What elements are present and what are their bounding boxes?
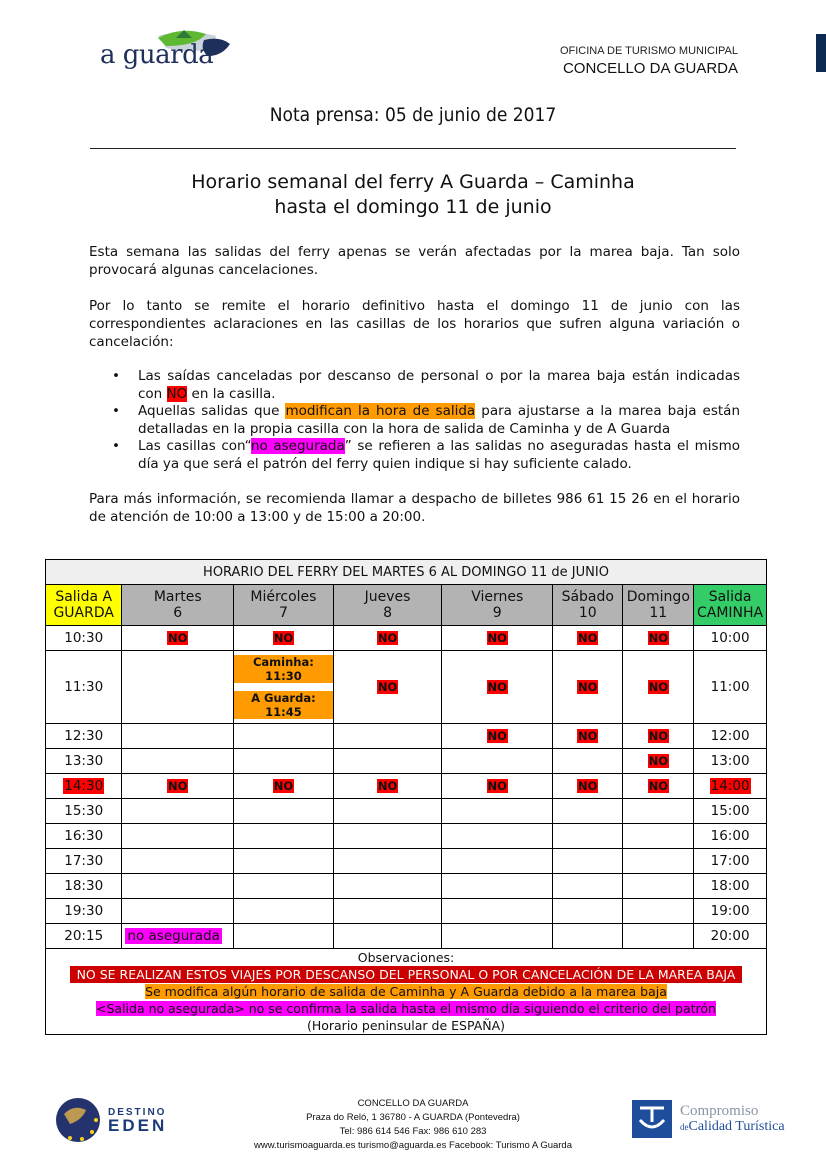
quality-line-1: Compromiso	[680, 1103, 759, 1119]
time-value: 11:00	[710, 679, 750, 695]
schedule-cell	[442, 924, 553, 949]
caminha-time	[694, 874, 767, 899]
schedule-cell	[553, 799, 623, 824]
schedule-cell	[333, 799, 442, 824]
eden-line-2: EDEN	[108, 1116, 168, 1135]
table-row	[46, 626, 767, 651]
observation-title	[46, 949, 766, 966]
bullet-text: en la casilla.	[187, 385, 276, 402]
observation-text: Se modifica algún horario de salida de Caminha y A Guarda debido a la marea baja	[145, 984, 667, 999]
schedule-cell	[623, 799, 694, 824]
table-row	[46, 724, 767, 749]
caminha-time	[694, 924, 767, 949]
schedule-cell	[234, 626, 334, 651]
modified-time-badge: Caminha: 11:30	[234, 655, 333, 683]
header-sub: 6	[173, 605, 183, 621]
table-row	[46, 749, 767, 774]
header-sub: 9	[492, 605, 502, 621]
guarda-time	[46, 924, 122, 949]
schedule-cell	[234, 799, 334, 824]
header-day	[623, 585, 694, 626]
table-row	[46, 774, 767, 799]
schedule-cell	[442, 626, 553, 651]
time-value: 18:30	[64, 878, 104, 894]
observation-text: (Horario peninsular de ESPAÑA)	[306, 1018, 506, 1033]
bullet-modified	[110, 403, 740, 438]
guarda-time	[46, 874, 122, 899]
time-value: 20:15	[64, 928, 104, 944]
header-sub: 10	[578, 605, 597, 621]
page-edge-bar	[816, 34, 826, 72]
bullet-cancelled	[110, 368, 740, 403]
schedule-cell	[553, 849, 623, 874]
table-row	[46, 874, 767, 899]
title-line-2: hasta el domingo 11 de junio	[274, 196, 552, 218]
schedule-cell	[333, 849, 442, 874]
office-name: OFICINA DE TURISMO MUNICIPAL	[559, 45, 738, 57]
schedule-cell	[442, 874, 553, 899]
cancelled-badge: NO	[377, 680, 398, 694]
header-day	[442, 585, 553, 626]
cancelled-badge: NO	[487, 680, 507, 694]
document-title	[0, 170, 826, 220]
quality-logo-text	[680, 1103, 785, 1135]
time-value: 15:30	[64, 803, 104, 819]
time-value: 20:00	[710, 928, 750, 944]
table-row	[46, 924, 767, 949]
contact-paragraph: Para más información, se recomienda llamar a despacho de billetes 986 61 15 26 en el horario de atención de 10:00 a 13:00 y de 15:00 a 20:00.	[89, 491, 740, 525]
schedule-cell	[623, 774, 694, 799]
time-value: 14:00	[710, 778, 750, 794]
not-sure-badge: no asegurada	[127, 928, 220, 944]
schedule-cell	[623, 651, 694, 724]
time-value: 10:30	[64, 630, 104, 646]
header-day	[234, 585, 334, 626]
schedule-cell	[333, 774, 442, 799]
time-value: 13:00	[710, 753, 750, 769]
divider	[90, 148, 736, 149]
schedule-cell	[333, 924, 442, 949]
schedule-cell	[623, 899, 694, 924]
schedule-cell	[553, 651, 623, 724]
quality-prefix: de	[680, 1122, 689, 1132]
observation-line3	[46, 1000, 766, 1017]
schedule-cell	[623, 824, 694, 849]
schedule-cell	[333, 874, 442, 899]
header-label: Salida A	[55, 589, 113, 605]
schedule-cell	[333, 899, 442, 924]
table-caption: HORARIO DEL FERRY DEL MARTES 6 AL DOMINGO 11 de JUNIO	[46, 560, 767, 585]
schedule-cell	[234, 651, 334, 724]
time-value: 14:30	[64, 778, 104, 794]
cancelled-badge: NO	[648, 779, 668, 793]
caminha-time	[694, 651, 767, 724]
table-row	[46, 799, 767, 824]
table-row	[46, 849, 767, 874]
logo-wordmark: a guarda	[100, 40, 214, 70]
caminha-time	[694, 774, 767, 799]
guarda-time	[46, 749, 122, 774]
schedule-cell	[234, 899, 334, 924]
legend-bullets	[110, 368, 740, 473]
header-salida-caminha	[694, 585, 767, 626]
schedule-cell	[122, 824, 234, 849]
schedule-cell	[122, 899, 234, 924]
table-row	[46, 824, 767, 849]
footer-phone: Tel: 986 614 546 Fax: 986 610 283	[339, 1126, 487, 1137]
header-sub: CAMINHA	[697, 605, 764, 621]
eden-logo	[108, 1107, 167, 1134]
table-row	[46, 651, 767, 724]
cancelled-badge: NO	[168, 779, 188, 793]
header-day	[333, 585, 442, 626]
office-header	[560, 45, 738, 77]
cancelled-badge: NO	[377, 631, 398, 645]
schedule-cell	[623, 626, 694, 651]
guarda-time	[46, 774, 122, 799]
header-label: Domingo	[626, 589, 690, 605]
quality-logo-icon	[632, 1100, 672, 1138]
table-row	[46, 899, 767, 924]
schedule-cell	[122, 774, 234, 799]
bullet-text: Las casillas con“	[138, 438, 251, 454]
schedule-cell	[122, 874, 234, 899]
time-value: 15:00	[710, 803, 750, 819]
time-value: 17:30	[64, 853, 104, 869]
time-value: 16:30	[64, 828, 104, 844]
cancelled-badge: NO	[377, 779, 398, 793]
time-value: 16:00	[710, 828, 750, 844]
cancelled-badge: NO	[648, 680, 668, 694]
bullet-text: Las saídas canceladas por descanso de personal o por la marea baja están indicadas con	[138, 368, 740, 402]
observation-text: NO SE REALIZAN ESTOS VIAJES POR DESCANSO DEL PERSONAL O POR CANCELACIÓN DE LA MAREA BAJA	[70, 966, 742, 983]
schedule-cell	[333, 824, 442, 849]
observation-line1	[46, 966, 766, 983]
schedule-paragraph: Por lo tanto se remite el horario definitivo hasta el domingo 11 de junio con las correspondientes aclaraciones en las casillas de los horarios que sufren alguna variación o cancelación:	[89, 298, 740, 350]
schedule-cell	[553, 924, 623, 949]
schedule-cell	[333, 724, 442, 749]
time-value: 19:30	[64, 903, 104, 919]
caminha-time	[694, 626, 767, 651]
guarda-time	[46, 651, 122, 724]
schedule-cell	[553, 874, 623, 899]
header-salida-guarda	[46, 585, 122, 626]
cancelled-badge: NO	[487, 729, 507, 743]
schedule-cell	[234, 874, 334, 899]
council-name: CONCELLO DA GUARDA	[562, 60, 738, 77]
header-sub: 7	[278, 605, 288, 621]
schedule-cell	[623, 874, 694, 899]
cancelled-badge: NO	[648, 631, 668, 645]
cancelled-highlight: NO	[166, 385, 188, 402]
schedule-cell	[623, 924, 694, 949]
guarda-time	[46, 626, 122, 651]
caminha-time	[694, 724, 767, 749]
observations	[46, 949, 767, 1035]
time-value: 12:30	[64, 728, 104, 744]
schedule-cell	[442, 824, 553, 849]
schedule-cell	[553, 626, 623, 651]
header-label: Jueves	[364, 589, 411, 605]
quality-line-2	[680, 1119, 785, 1135]
observation-text: <Salida no asegurada> no se confirma la salida hasta el mismo día siguiendo el criterio del patrón	[96, 1001, 716, 1016]
time-value: 10:00	[710, 630, 750, 646]
cancelled-badge: NO	[578, 680, 598, 694]
header-day	[553, 585, 623, 626]
not-sure-highlight: no asegurada	[250, 438, 345, 454]
footer-council: CONCELLO DA GUARDA	[357, 1098, 469, 1109]
quality-main: Calidad Turística	[688, 1119, 785, 1134]
footer-links[interactable]: www.turismoaguarda.es turismo@aguarda.es Facebook: Turismo A Guarda	[253, 1140, 573, 1151]
cancelled-badge: NO	[648, 754, 668, 768]
intro-paragraph: Esta semana las salidas del ferry apenas se verán afectadas por la marea baja. Tan solo provocará algunas cancelaciones.	[89, 244, 740, 278]
header-label: Viernes	[471, 589, 524, 605]
title-line-1: Horario semanal del ferry A Guarda – Caminha	[191, 171, 635, 193]
schedule-cell	[623, 849, 694, 874]
schedule-cell	[122, 626, 234, 651]
header-label: Sábado	[561, 589, 614, 605]
guarda-time	[46, 899, 122, 924]
header-label: Martes	[153, 589, 202, 605]
cancelled-badge: NO	[578, 779, 598, 793]
footer-address: Praza do Reló, 1 36780 - A GUARDA (Pontevedra)	[306, 1112, 520, 1123]
schedule-cell	[442, 724, 553, 749]
eden-line-1: DESTINO	[108, 1107, 167, 1118]
eden-globe-icon	[52, 1094, 104, 1146]
guarda-time	[46, 849, 122, 874]
modified-highlight: modifican la hora de salida	[285, 403, 476, 419]
cancelled-badge: NO	[273, 779, 294, 793]
schedule-cell	[442, 899, 553, 924]
bullet-text: Aquellas salidas que	[138, 403, 286, 419]
bullet-text: para ajustarse a la marea baja están detalladas en la propia casilla con la hora de salida de Caminha y de A Guarda	[138, 403, 741, 437]
header-sub: GUARDA	[53, 605, 114, 621]
schedule-cell	[442, 799, 553, 824]
observation-text: Observaciones:	[357, 950, 455, 965]
schedule-cell	[442, 849, 553, 874]
guarda-time	[46, 824, 122, 849]
schedule-cell	[333, 749, 442, 774]
time-value: 12:00	[710, 728, 750, 744]
caminha-time	[694, 799, 767, 824]
modified-time-badge: A Guarda: 11:45	[234, 691, 333, 719]
schedule-cell	[553, 824, 623, 849]
schedule-cell	[122, 924, 234, 949]
schedule-cell	[122, 849, 234, 874]
schedule-cell	[442, 749, 553, 774]
header-day	[122, 585, 234, 626]
caminha-time	[694, 849, 767, 874]
schedule-cell	[122, 749, 234, 774]
caminha-time	[694, 899, 767, 924]
cancelled-badge: NO	[487, 631, 507, 645]
caminha-time	[694, 749, 767, 774]
schedule-cell	[553, 749, 623, 774]
schedule-cell	[553, 724, 623, 749]
header-sub: 11	[649, 605, 668, 621]
cancelled-badge: NO	[487, 779, 507, 793]
cancelled-badge: NO	[578, 729, 598, 743]
time-value: 18:00	[710, 878, 750, 894]
schedule-cell	[553, 774, 623, 799]
bullet-text: ” se refieren a las salidas no aseguradas hasta el mismo día ya que será el patrón del ferry quien indique si hay suficiente calado.	[138, 438, 741, 472]
schedule-cell	[122, 651, 234, 724]
cancelled-badge: NO	[273, 631, 294, 645]
ferry-schedule-table	[45, 559, 767, 1035]
header-label: Miércoles	[250, 589, 317, 605]
schedule-cell	[234, 924, 334, 949]
schedule-cell	[122, 799, 234, 824]
schedule-cell	[442, 651, 553, 724]
schedule-cell	[623, 724, 694, 749]
cancelled-badge: NO	[648, 729, 668, 743]
time-value: 11:30	[64, 679, 104, 695]
observation-line2	[46, 983, 766, 1000]
caminha-time	[694, 824, 767, 849]
schedule-cell	[234, 774, 334, 799]
bullet-not-sure	[110, 438, 740, 473]
schedule-cell	[234, 724, 334, 749]
schedule-cell	[333, 626, 442, 651]
cancelled-badge: NO	[168, 631, 188, 645]
schedule-cell	[333, 651, 442, 724]
observations-row	[46, 949, 767, 1035]
observation-line4	[46, 1017, 766, 1034]
schedule-cell	[234, 849, 334, 874]
schedule-cell	[442, 774, 553, 799]
guarda-time	[46, 799, 122, 824]
time-value: 13:30	[64, 753, 104, 769]
schedule-cell	[234, 749, 334, 774]
header-label: Salida	[708, 589, 752, 605]
time-value: 17:00	[710, 853, 750, 869]
guarda-time	[46, 724, 122, 749]
time-value: 19:00	[710, 903, 750, 919]
press-note-date: Nota prensa: 05 de junio de 2017	[269, 104, 557, 126]
cancelled-badge: NO	[578, 631, 598, 645]
header-sub: 8	[383, 605, 393, 621]
schedule-cell	[234, 824, 334, 849]
schedule-cell	[553, 899, 623, 924]
schedule-cell	[623, 749, 694, 774]
schedule-cell	[122, 724, 234, 749]
